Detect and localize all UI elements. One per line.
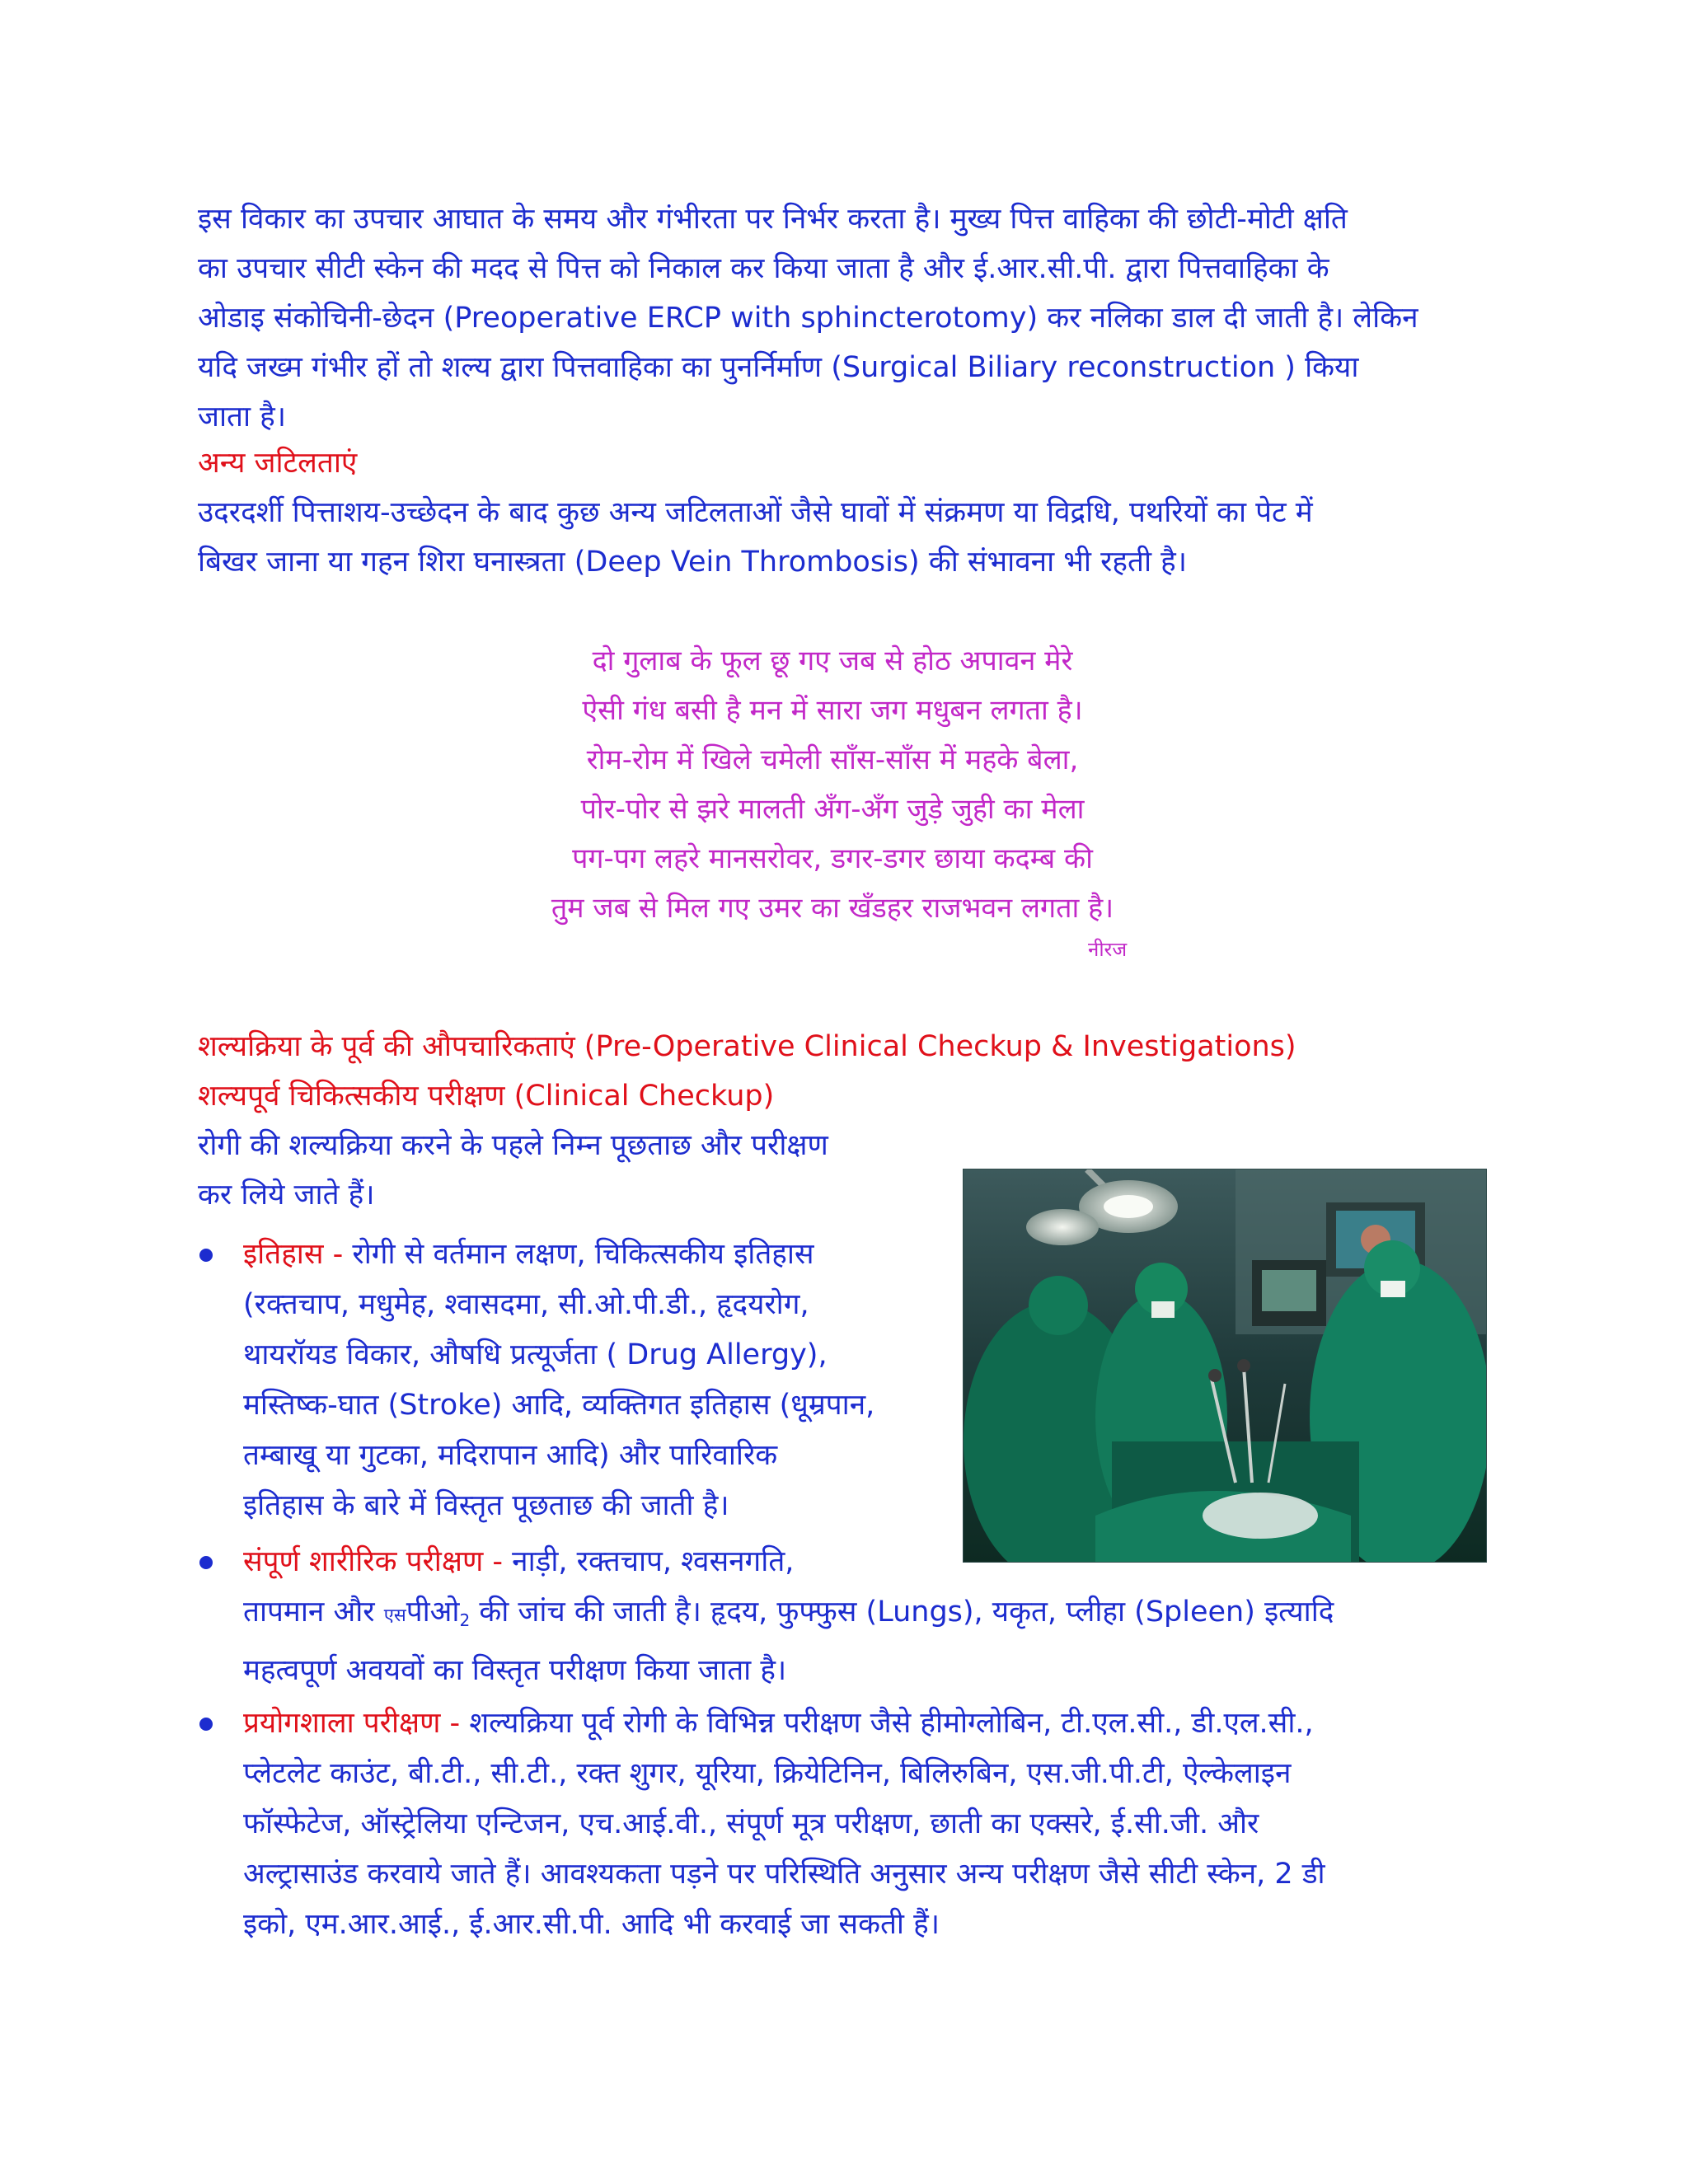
text-line: इको, एम.आर.आई., ई.आर.सी.पी. आदि भी करवाई जा सकती हैं।	[243, 1908, 940, 1941]
text-line: कर लिये जाते हैं।	[198, 1179, 375, 1212]
poem-block	[462, 636, 1203, 933]
heading-other-complications: अन्य जटिलताएं	[198, 447, 358, 480]
text-line: इतिहास के बारे में विस्तृत पूछताछ की जाती है।	[243, 1489, 729, 1522]
text-line: थायरॉयड विकार, औषधि प्रत्यूर्जता ( Drug Allergy),	[243, 1338, 828, 1371]
poem-line: तुम जब से मिल गए उमर का खँडहर राजभवन लगता है।	[551, 892, 1114, 925]
bullet-icon	[199, 1718, 213, 1731]
bullet-lab-tests	[243, 1699, 1325, 1950]
text-line: बिखर जाना या गहन शिरा घनास्त्रता (Deep Vein Thrombosis) की संभावना भी रहती है।	[198, 546, 1187, 579]
text-line: मस्तिष्क-घात (Stroke) आदि, व्यक्तिगत इतिहास (धूम्रपान,	[243, 1389, 875, 1422]
text-line: यदि जख्म गंभीर हों तो शल्य द्वारा पित्तवाहिका का पुनर्निर्माण (Surgical Biliary reconstruction ) किया	[198, 351, 1359, 384]
poem-line: ऐसी गंध बसी है मन में सारा जग मधुबन लगता है।	[582, 694, 1083, 727]
bullet-label: प्रयोगशाला परीक्षण -	[243, 1707, 470, 1740]
poem-line: दो गुलाब के फूल छू गए जब से होठ अपावन मेरे	[592, 644, 1073, 677]
poem-line: रोम-रोम में खिले चमेली साँस-साँस में महके बेला,	[586, 743, 1079, 776]
heading-preoperative: शल्यक्रिया के पूर्व की औपचारिकताएं (Pre-Operative Clinical Checkup & Investigations)	[198, 1030, 1296, 1063]
operating-room-photo	[963, 1169, 1487, 1563]
text-line: ओडाइ संकोचिनी-छेदन (Preoperative ERCP with sphincterotomy) कर नलिका डाल दी जाती है। लेकिन	[198, 302, 1418, 335]
text-line: उदरदर्शी पित्ताशय-उच्छेदन के बाद कुछ अन्य जटिलताओं जैसे घावों में संक्रमण या विद्रधि, पथरियों का पेट में	[198, 496, 1313, 529]
text-line: इतिहास - रोगी से वर्तमान लक्षण, चिकित्सकीय इतिहास	[243, 1238, 814, 1271]
paragraph-treatment	[198, 194, 1500, 442]
text-line: प्रयोगशाला परीक्षण - शल्यक्रिया पूर्व रोगी के विभिन्न परीक्षण जैसे हीमोग्लोबिन, टी.एल.सी., डी.एल.सी.,	[243, 1707, 1314, 1740]
text-line: प्लेटलेट काउंट, बी.टी., सी.टी., रक्त शुगर, यूरिया, क्रियेटिनिन, बिलिरुबिन, एस.जी.पी.टी, ऐल्केलाइन	[243, 1757, 1292, 1790]
heading-clinical-checkup: शल्यपूर्व चिकित्सकीय परीक्षण (Clinical Checkup)	[198, 1080, 775, 1113]
paragraph-complications	[198, 488, 1500, 587]
text-line: तापमान और एसपीओ$_2$ की जांच की जाती है। हृदय, फुफ्फुस (Lungs), यकृत, प्लीहा (Spleen) इत्यादि	[243, 1596, 1334, 1630]
text-line: अल्ट्रासाउंड करवाये जाते हैं। आवश्यकता पड़ने पर परिस्थिति अनुसार अन्य परीक्षण जैसे सीटी स्केन, 2 डी	[243, 1858, 1325, 1891]
text-line: का उपचार सीटी स्केन की मदद से पित्त को निकाल कर किया जाता है और ई.आर.सी.पी. द्वारा पित्तवाहिका के	[198, 252, 1329, 285]
poet-name: नीरज	[1088, 938, 1128, 961]
text-line: इस विकार का उपचार आघात के समय और गंभीरता पर निर्भर करता है। मुख्य पित्त वाहिका की छोटी-मोटी क्षति	[198, 203, 1348, 236]
text-line: जाता है।	[198, 401, 287, 434]
bullet-label: इतिहास -	[243, 1238, 353, 1271]
text-line: रोगी की शल्यक्रिया करने के पहले निम्न पूछताछ और परीक्षण	[198, 1129, 828, 1162]
text-line: महत्वपूर्ण अवयवों का विस्तृत परीक्षण किया जाता है।	[243, 1654, 787, 1687]
bullet-icon	[199, 1249, 213, 1262]
paragraph-intro	[198, 1121, 940, 1220]
bullet-physical-exam	[243, 1537, 1334, 1696]
bullet-history	[243, 1230, 874, 1531]
text-line: फॉस्फेटेज, ऑस्ट्रेलिया एन्टिजन, एच.आई.वी., संपूर्ण मूत्र परीक्षण, छाती का एक्सरे, ई.सी.जी. और	[243, 1807, 1259, 1840]
text-line: संपूर्ण शारीरिक परीक्षण - नाड़ी, रक्तचाप, श्वसनगति,	[243, 1545, 795, 1578]
text-line: (रक्तचाप, मधुमेह, श्वासदमा, सी.ओ.पी.डी., हृदयरोग,	[243, 1288, 809, 1321]
poem-line: पग-पग लहरे मानसरोवर, डगर-डगर छाया कदम्ब की	[572, 842, 1093, 875]
poem-line: पोर-पोर से झरे मालती अँग-अँग जुड़े जुही का मेला	[580, 793, 1085, 826]
bullet-label: संपूर्ण शारीरिक परीक्षण -	[243, 1545, 513, 1578]
bullet-icon	[199, 1556, 213, 1569]
text-line: तम्बाखू या गुटका, मदिरापान आदि) और पारिवारिक	[243, 1439, 778, 1472]
